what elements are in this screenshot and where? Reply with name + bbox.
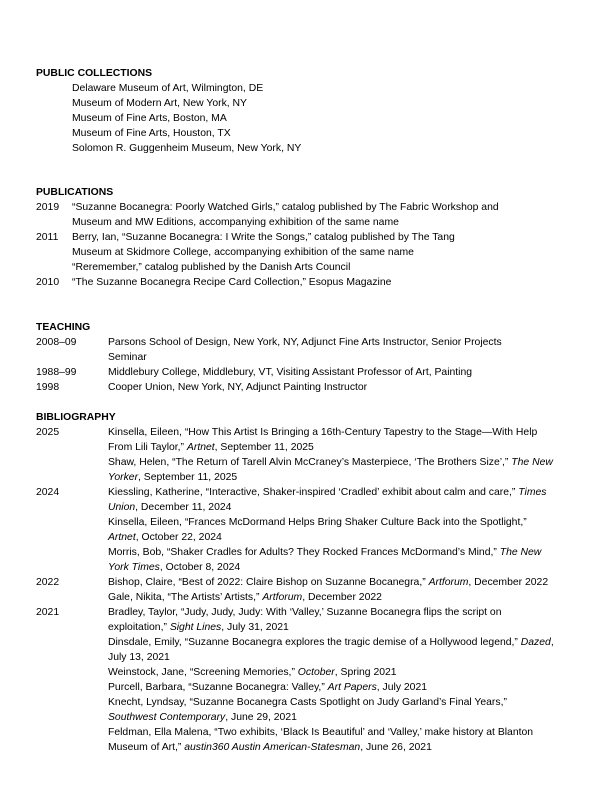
citation-text: From Lili Taylor,” [108, 442, 187, 453]
bibliography-list [36, 425, 582, 755]
collection-item: Museum of Fine Arts, Boston, MA [72, 113, 227, 124]
publication-line: “Reremember,” catalog published by the Danish Arts Council [72, 262, 351, 273]
citation-text: , September 11, 2025 [214, 442, 314, 453]
teaching-line: Parsons School of Design, New York, NY, Adjunct Fine Arts Instructor, Senior Projects [108, 337, 502, 348]
bibliography-line [108, 635, 582, 650]
publication-line: “The Suzanne Bocanegra Recipe Card Collection,” Esopus Magazine [72, 277, 392, 288]
citation-text: Purcell, Barbara, “Suzanne Bocanegra: Valley,” [108, 682, 328, 693]
publication-title: Artnet [108, 532, 136, 543]
bibliography-entry [108, 590, 582, 605]
publication-title: Artnet [186, 442, 215, 453]
citation-text: Dinsdale, Emily, “Suzanne Bocanegra explores the tragic demise of a Hollywood legend,” [108, 637, 521, 648]
bibliography-line [108, 455, 582, 470]
public-collections-list [36, 81, 582, 156]
bibliography-heading: BIBLIOGRAPHY [36, 412, 116, 423]
teaching-section [36, 320, 582, 395]
publication-title: Artforum [428, 577, 469, 588]
publication-title: Times [518, 487, 547, 498]
citation-text: Bishop, Claire, “Best of 2022: Claire Bishop on Suzanne Bocanegra,” [108, 577, 429, 588]
teaching-year: 1988–99 [36, 367, 77, 378]
bibliography-line [108, 590, 582, 605]
bibliography-line [108, 680, 582, 695]
publication-title: Yorker [108, 472, 139, 483]
collection-item: Museum of Modern Art, New York, NY [72, 98, 247, 109]
publication-year: 2019 [36, 202, 60, 213]
bibliography-entry [108, 635, 582, 665]
bibliography-year-group [36, 575, 582, 605]
publication-line: Museum and MW Editions, accompanying exhibition of the same name [72, 217, 399, 228]
teaching-line: Middlebury College, Middlebury, VT, Visiting Assistant Professor of Art, Painting [108, 367, 473, 378]
bibliography-line [108, 620, 582, 635]
publication-line: “Suzanne Bocanegra: Poorly Watched Girls,” catalog published by The Fabric Workshop and [72, 202, 499, 213]
bibliography-entry [108, 725, 582, 755]
citation-text: Knecht, Lyndsay, “Suzanne Bocanegra Casts Spotlight on Judy Garland’s Final Years,” [108, 697, 507, 708]
publication-title: Southwest Contemporary [108, 712, 226, 723]
publication-title: The New [511, 457, 553, 468]
bibliography-line [108, 650, 582, 665]
publication-title: Union [108, 502, 136, 513]
bibliography-line [108, 695, 582, 710]
citation-text: Weinstock, Jane, “Screening Memories,” [108, 667, 298, 678]
bibliography-year: 2024 [36, 487, 60, 498]
bibliography-entry [108, 680, 582, 695]
publications-section [36, 185, 582, 290]
teaching-entry [36, 335, 582, 365]
citation-text: , [550, 637, 554, 648]
bibliography-entry [108, 515, 582, 545]
citation-text: , June 26, 2021 [360, 742, 432, 753]
publication-title: austin360 Austin American-Statesman [184, 742, 361, 753]
publication-year: 2011 [36, 232, 59, 243]
bibliography-line [108, 605, 582, 620]
bibliography-line [108, 425, 582, 440]
bibliography-entry [108, 455, 582, 485]
bibliography-year: 2021 [36, 607, 60, 618]
citation-text: Bradley, Taylor, “Judy, Judy, Judy: With ‘Valley,’ Suzanne Bocanegra flips the script on [108, 607, 502, 618]
teaching-entry [36, 380, 582, 395]
teaching-line: Seminar [108, 352, 147, 363]
teaching-heading: TEACHING [36, 322, 91, 333]
bibliography-entry [108, 575, 582, 590]
bibliography-year: 2022 [36, 577, 60, 588]
citation-text: Museum of Art,” [108, 742, 185, 753]
teaching-line: Cooper Union, New York, NY, Adjunct Painting Instructor [108, 382, 368, 393]
citation-text: , December 2022 [302, 592, 382, 603]
bibliography-line [108, 710, 582, 725]
publications-heading: PUBLICATIONS [36, 187, 114, 198]
bibliography-year-group [36, 425, 582, 485]
bibliography-entry [108, 545, 582, 575]
bibliography-line [108, 560, 582, 575]
citation-text: Gale, Nikita, “The Artists’ Artists,” [108, 592, 263, 603]
publication-entry [36, 230, 582, 275]
bibliography-line [108, 530, 582, 545]
bibliography-line [108, 440, 582, 455]
bibliography-line [108, 485, 582, 500]
bibliography-entry [108, 605, 582, 635]
citation-text: , Spring 2021 [334, 667, 397, 678]
publication-line: Museum at Skidmore College, accompanying exhibition of the same name [72, 247, 414, 258]
collection-item: Museum of Fine Arts, Houston, TX [72, 128, 231, 139]
bibliography-line [108, 545, 582, 560]
collection-item: Solomon R. Guggenheim Museum, New York, NY [72, 143, 302, 154]
citation-text: , July 31, 2021 [221, 622, 289, 633]
citation-text: , December 2022 [468, 577, 549, 588]
citation-text: Kiessling, Katherine, “Interactive, Shaker-inspired ‘Cradled’ exhibit about calm and care,” [108, 487, 519, 498]
bibliography-line [108, 725, 582, 740]
citation-text: exploitation,” [108, 622, 170, 633]
publication-year: 2010 [36, 277, 60, 288]
citation-text: , September 11, 2025 [138, 472, 238, 483]
teaching-year: 1998 [36, 382, 60, 393]
citation-text: Shaw, Helen, “The Return of Tarell Alvin McCraney’s Masterpiece, ‘The Brothers Size’,” [108, 457, 512, 468]
bibliography-entry [108, 665, 582, 680]
public-collections-heading: PUBLIC COLLECTIONS [36, 68, 153, 79]
publication-title: Sight Lines [169, 622, 222, 633]
publication-title: October [297, 667, 335, 678]
bibliography-line [108, 740, 582, 755]
publication-title: Dazed [520, 637, 551, 648]
publication-title: York Times [108, 562, 160, 573]
publication-entry [36, 275, 582, 290]
citation-text: , July 2021 [376, 682, 428, 693]
bibliography-year-group [36, 485, 582, 575]
publication-title: Artforum [262, 592, 303, 603]
bibliography-entry [108, 485, 582, 515]
citation-text: Kinsella, Eileen, “Frances McDormand Helps Bring Shaker Culture Back into the Spotlight,” [108, 517, 527, 528]
bibliography-entry [108, 695, 582, 725]
bibliography-line [108, 500, 582, 515]
citation-text: , December 11, 2024 [135, 502, 232, 513]
bibliography-line [108, 575, 582, 590]
citation-text: July 13, 2021 [108, 652, 170, 663]
citation-text: , October 8, 2024 [159, 562, 241, 573]
citation-text: , June 29, 2021 [225, 712, 297, 723]
bibliography-year-group [36, 605, 582, 755]
citation-text: , October 22, 2024 [135, 532, 222, 543]
collection-item: Delaware Museum of Art, Wilmington, DE [72, 83, 264, 94]
publication-line: Berry, Ian, “Suzanne Bocanegra: I Write the Songs,” catalog published by The Tang [72, 232, 455, 243]
bibliography-line [108, 470, 582, 485]
citation-text: Kinsella, Eileen, “How This Artist Is Bringing a 16th-Century Tapestry to the Stage—With Help [108, 427, 538, 438]
publication-title: The New [499, 547, 542, 558]
bibliography-section [36, 410, 582, 755]
citation-text: Feldman, Ella Malena, “Two exhibits, ‘Black Is Beautiful’ and ‘Valley,’ make history at Blanton [108, 727, 534, 738]
publication-entry [36, 200, 582, 230]
teaching-year: 2008–09 [36, 337, 77, 348]
bibliography-year: 2025 [36, 427, 60, 438]
bibliography-line [108, 515, 582, 530]
bibliography-line [108, 665, 582, 680]
citation-text: Morris, Bob, “Shaker Cradles for Adults? They Rocked Frances McDormand’s Mind,” [108, 547, 500, 558]
bibliography-entry [108, 425, 582, 455]
public-collections-section [36, 66, 582, 156]
teaching-entry [36, 365, 582, 380]
publication-title: Art Papers [327, 682, 377, 693]
